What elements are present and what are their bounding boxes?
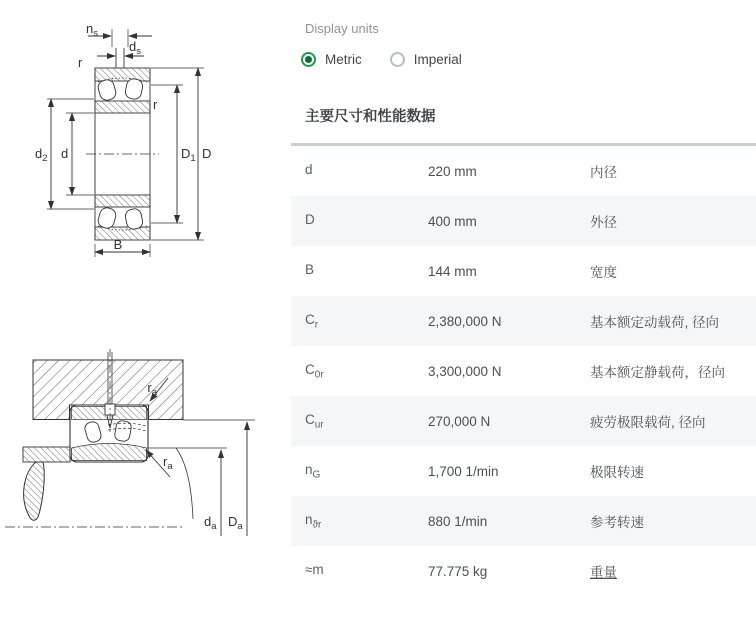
bearing-cross-section-drawing (0, 0, 270, 285)
mounting-dimensions-drawing (0, 345, 270, 618)
symbol-cell: $C_{0r}$ (305, 361, 324, 381)
table-title: 主要尺寸和性能数据 (291, 105, 756, 146)
label-d: d (61, 146, 69, 161)
value-cell: 270,000 N (428, 413, 491, 429)
bearing-section (70, 404, 148, 462)
symbol-cell: B (305, 261, 315, 277)
label-r-right: r (153, 97, 158, 112)
label-ra-top: $r_a$ (147, 380, 157, 398)
shaft-fillet (24, 462, 45, 520)
reference-lines (148, 420, 255, 519)
table-row-Cr (291, 296, 756, 346)
value-cell: 2,380,000 N (428, 313, 502, 329)
label-B: B (113, 237, 123, 252)
label-Da: $D_a$ (228, 514, 243, 532)
label-da: $d_a$ (204, 514, 217, 532)
radio-imperial-label: Imperial (413, 52, 462, 67)
table-row-B (291, 246, 756, 296)
table-row-mass (291, 546, 756, 596)
desc-cell: 宽度 (590, 265, 617, 280)
label-ns: $n_s$ (86, 21, 98, 39)
desc-cell: 基本额定静载荷，径向 (590, 365, 725, 380)
radio-metric[interactable] (301, 52, 362, 67)
label-ra-bottom: $r_a$ (163, 454, 173, 472)
value-cell: 1,700 1/min (428, 463, 499, 479)
label-d2: $d_2$ (35, 146, 48, 164)
symbol-cell: $C_{ur}$ (305, 411, 324, 431)
table-row-Cur (291, 396, 756, 446)
desc-cell: 基本额定动载荷, 径向 (590, 315, 720, 330)
symbol-cell: D (305, 211, 315, 227)
symbol-cell: ≈m (305, 561, 324, 577)
label-D1: $D_1$ (181, 146, 196, 164)
desc-cell: 疲劳极限载荷, 径向 (590, 415, 706, 430)
table-row-d (291, 146, 756, 196)
desc-cell-weight-link[interactable]: 重量 (590, 565, 617, 580)
value-cell: 3,300,000 N (428, 363, 502, 379)
value-cell: 400 mm (428, 213, 477, 229)
value-cell: 144 mm (428, 263, 477, 279)
symbol-cell: d (305, 161, 313, 177)
desc-cell: 参考转速 (590, 515, 644, 530)
radio-imperial[interactable] (390, 52, 462, 67)
desc-cell: 极限转速 (590, 465, 644, 480)
value-cell: 77.775 kg (428, 563, 488, 579)
label-ds: $d_s$ (129, 39, 141, 57)
value-cell: 220 mm (428, 163, 477, 179)
display-units-label: Display units (305, 21, 379, 36)
radio-unselected-icon[interactable] (390, 52, 405, 67)
spec-table (291, 146, 756, 596)
shaft-shoulder (23, 447, 70, 462)
symbol-cell: $C_r$ (305, 311, 319, 331)
table-row-C0r (291, 346, 756, 396)
unit-radio-group (301, 52, 756, 67)
dimension-lines (47, 29, 204, 257)
table-row-D (291, 196, 756, 246)
value-cell: 880 1/min (428, 513, 488, 529)
lubrication-hole (116, 48, 124, 68)
desc-cell: 外径 (590, 215, 617, 230)
radio-selected-icon[interactable] (301, 52, 316, 67)
specification-panel (291, 0, 756, 596)
radio-metric-label: Metric (325, 52, 362, 67)
label-D: D (202, 146, 212, 161)
label-r-top: r (78, 55, 83, 70)
symbol-cell: $n_G$ (305, 461, 321, 481)
table-row-nG (291, 446, 756, 496)
symbol-cell: $n_{ϑr}$ (305, 511, 322, 531)
desc-cell: 内径 (590, 165, 617, 180)
table-row-nthr (291, 496, 756, 546)
